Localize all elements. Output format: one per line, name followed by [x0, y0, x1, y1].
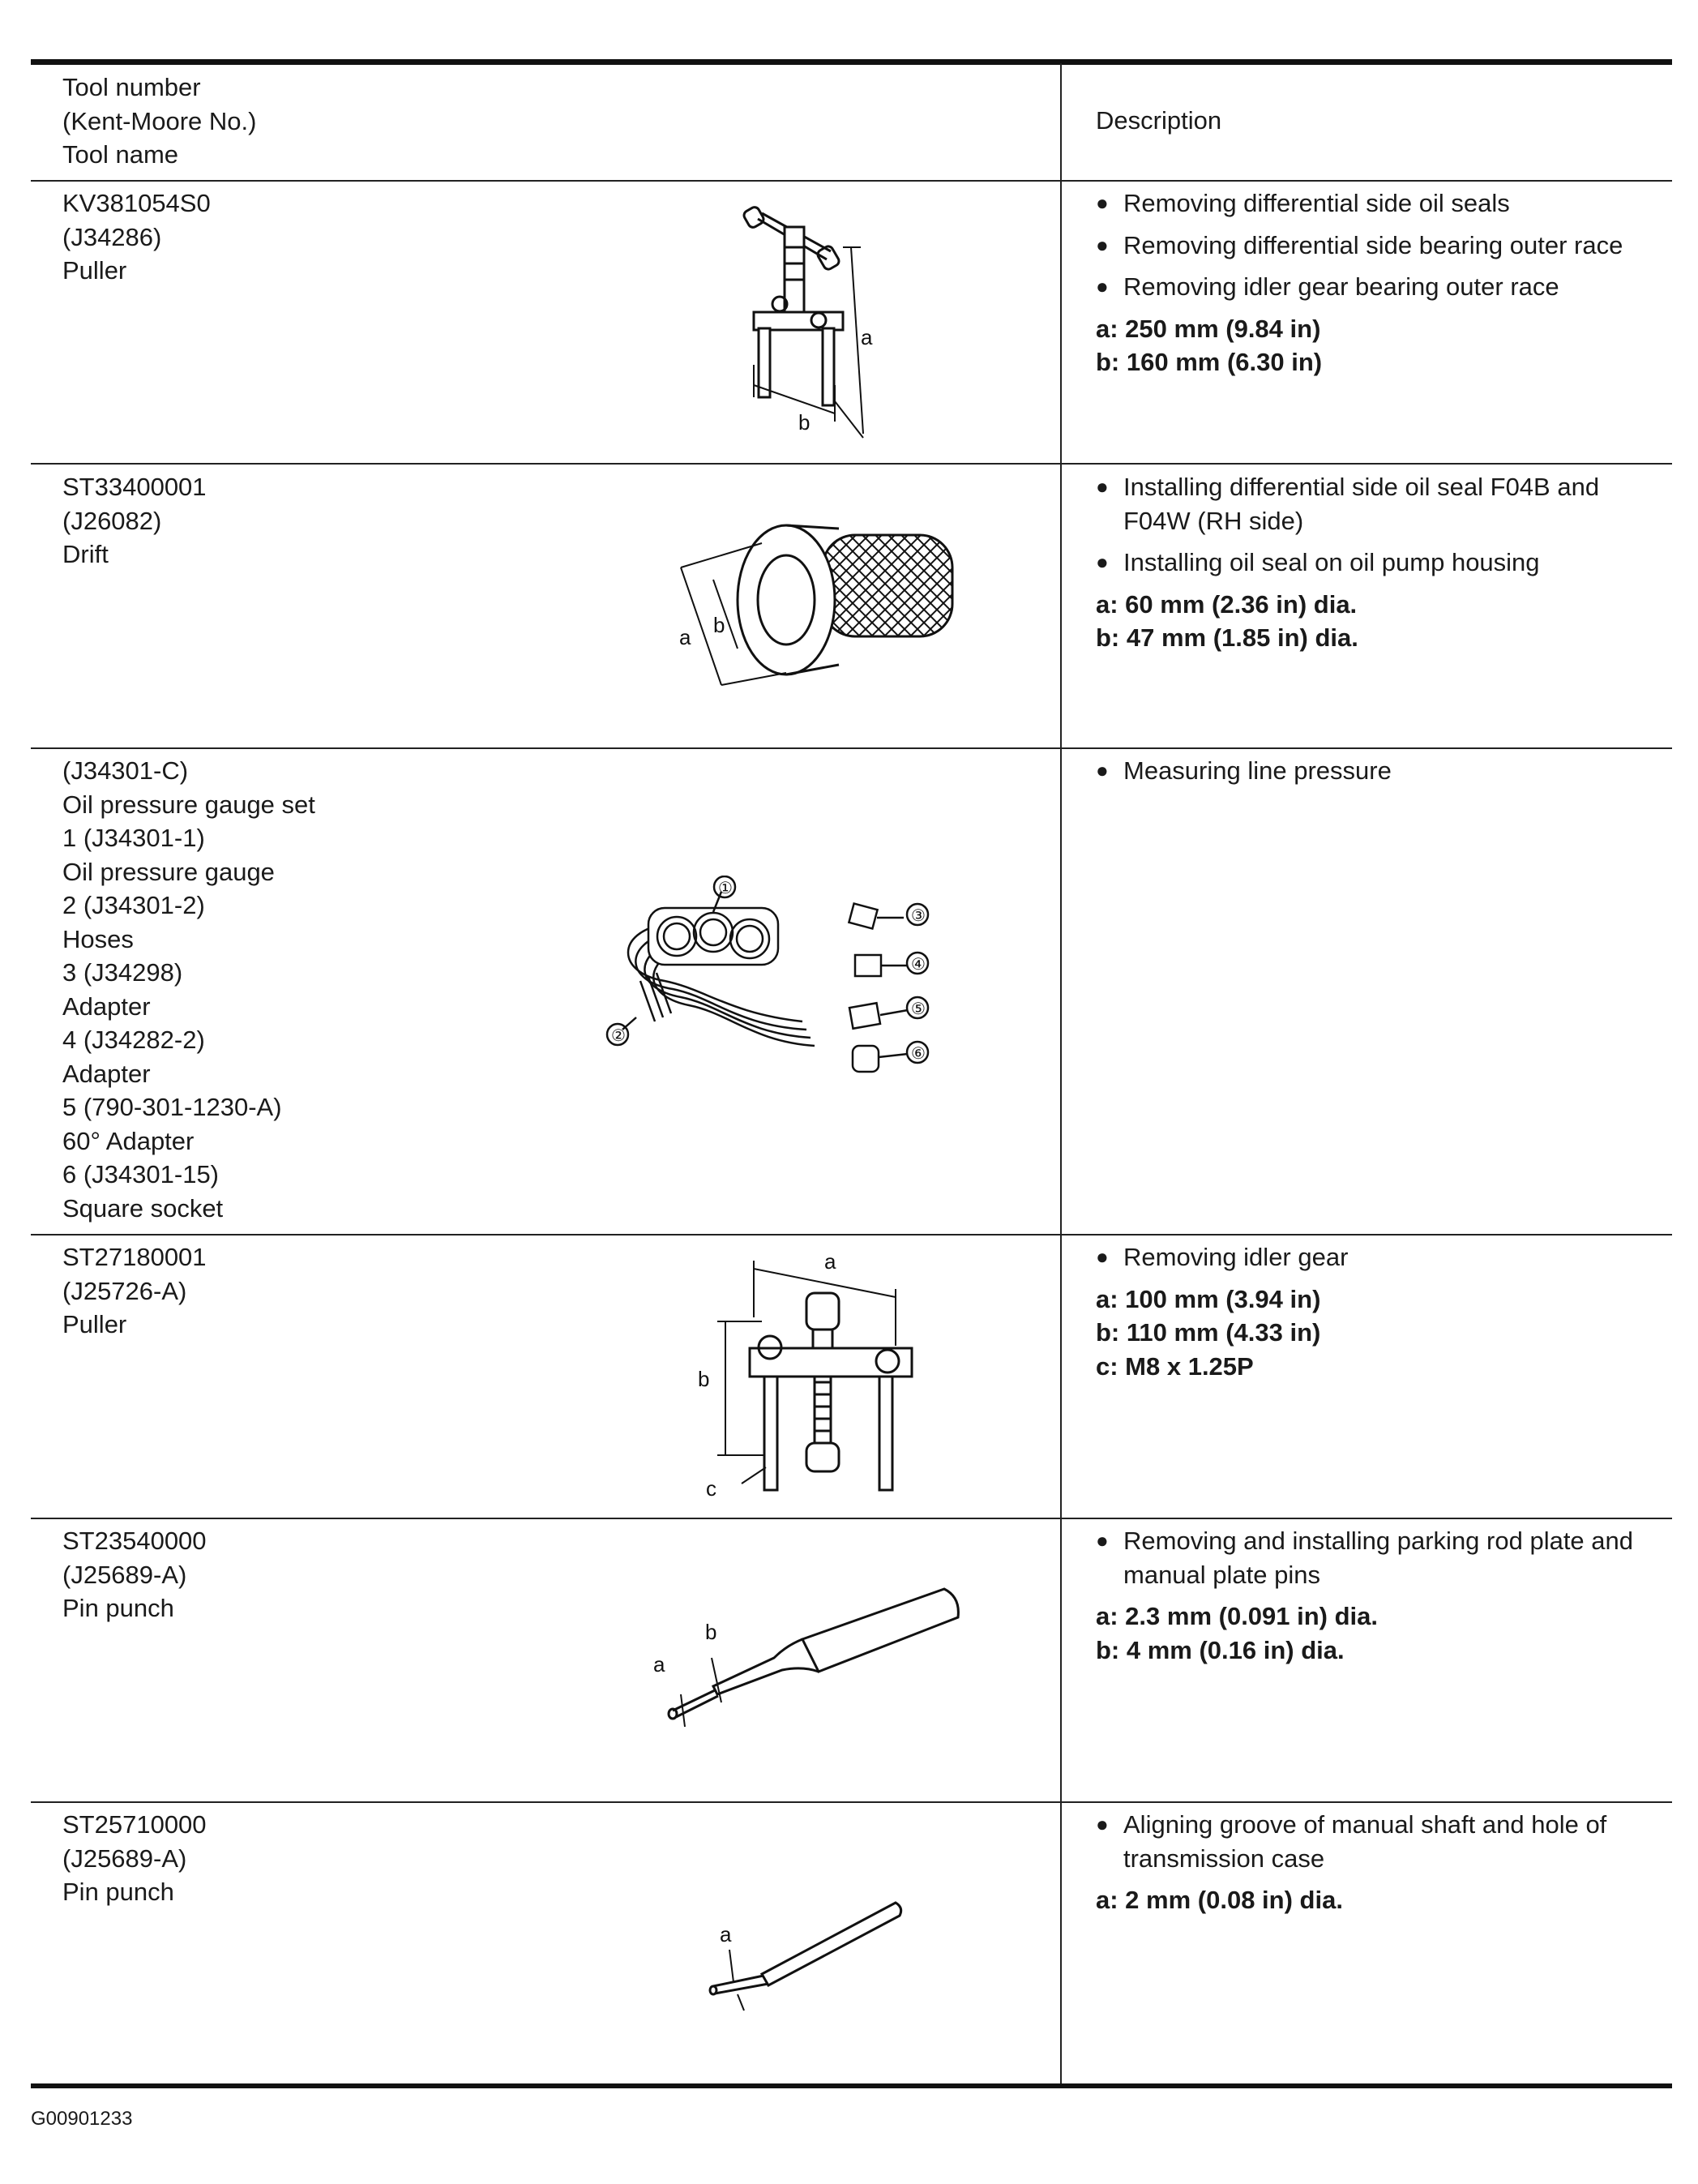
component-name: Hoses — [62, 924, 134, 953]
table-top-rule — [31, 59, 1672, 65]
figure-code: G00901233 — [31, 2108, 133, 2130]
component-name: Square socket — [62, 1193, 224, 1223]
puller-illustration — [729, 199, 892, 450]
bullet-icon: ● — [1096, 1528, 1109, 1552]
kent-moore-number: (J25689-A) — [62, 1560, 187, 1589]
spec-line: a: 60 mm (2.36 in) dia. — [1096, 589, 1358, 619]
header-line: Tool name — [62, 140, 179, 169]
row-divider — [31, 747, 1672, 749]
bullet-text: Removing and installing parking rod plate and manual plate pins — [1123, 1527, 1634, 1589]
callout-2: ② — [611, 1027, 626, 1045]
oil-pressure-gauge-set-illustration — [600, 876, 973, 1090]
label-b: b — [698, 1367, 710, 1391]
spec-line: b: 47 mm (1.85 in) dia. — [1096, 623, 1358, 652]
header-line: (Kent-Moore No.) — [62, 106, 257, 135]
tool-name: Drift — [62, 540, 109, 568]
bullet-text: Removing differential side oil seals — [1123, 189, 1510, 217]
callout-6: ⑥ — [911, 1045, 926, 1063]
column-divider — [1060, 63, 1062, 2085]
tool-number: (J34301-C) — [62, 756, 189, 785]
bullet-icon: ● — [1096, 758, 1109, 782]
row-5-description — [1096, 1524, 1647, 1667]
header-description: Description — [1096, 106, 1222, 135]
bullet-icon: ● — [1096, 1244, 1109, 1269]
header-tool-column — [62, 71, 256, 172]
bullet-item — [1096, 1808, 1647, 1875]
row-4-description — [1096, 1240, 1647, 1383]
spec-line: a: 100 mm (3.94 in) — [1096, 1284, 1321, 1313]
tool-name: Puller — [62, 256, 127, 285]
label-a: a — [824, 1253, 836, 1274]
bullet-item — [1096, 229, 1647, 263]
tool-number: ST25710000 — [62, 1810, 207, 1839]
label-c: c — [706, 1476, 716, 1501]
tool-name: Puller — [62, 1310, 127, 1338]
component-number: 3 (J34298) — [62, 958, 183, 987]
component-number: 5 (790-301-1230-A) — [62, 1093, 282, 1121]
kent-moore-number: (J25726-A) — [62, 1276, 187, 1305]
spec-line: b: 4 mm (0.16 in) dia. — [1096, 1635, 1345, 1664]
idler-gear-puller-illustration — [693, 1253, 920, 1516]
row-3-tool — [62, 754, 315, 1225]
kent-moore-number: (J34286) — [62, 222, 162, 251]
bullet-item — [1096, 186, 1647, 221]
callout-4: ④ — [911, 956, 926, 974]
component-number: 2 (J34301-2) — [62, 891, 205, 919]
bullet-icon: ● — [1096, 550, 1109, 574]
label-b: b — [705, 1620, 717, 1644]
row-1-tool — [62, 186, 211, 288]
bullet-item — [1096, 470, 1647, 537]
row-2-tool — [62, 470, 207, 572]
pin-punch-illustration — [697, 1893, 908, 2019]
tool-name: Oil pressure gauge set — [62, 790, 315, 819]
bullet-item — [1096, 1524, 1647, 1591]
label-a: a — [861, 325, 873, 349]
row-4-tool — [62, 1240, 207, 1342]
component-name: Adapter — [62, 1059, 151, 1088]
callout-5: ⑤ — [911, 1000, 926, 1018]
spec-line: c: M8 x 1.25P — [1096, 1351, 1254, 1381]
component-name: Oil pressure gauge — [62, 857, 275, 886]
row-divider — [31, 463, 1672, 465]
tool-number: ST33400001 — [62, 473, 207, 501]
table-bottom-rule — [31, 2083, 1672, 2088]
tool-number: ST27180001 — [62, 1243, 207, 1271]
row-2-description — [1096, 470, 1647, 655]
label-a: a — [720, 1922, 732, 1946]
label-b: b — [713, 613, 725, 637]
kent-moore-number: (J25689-A) — [62, 1844, 187, 1873]
spec-line: a: 2.3 mm (0.091 in) dia. — [1096, 1602, 1379, 1630]
component-name: Adapter — [62, 991, 151, 1021]
row-3-description — [1096, 754, 1647, 796]
bullet-text: Installing oil seal on oil pump housing — [1123, 548, 1540, 576]
bullet-text: Aligning groove of manual shaft and hole of transmission case — [1123, 1810, 1607, 1873]
drift-illustration — [665, 519, 973, 709]
bullet-text: Removing differential side bearing outer race — [1123, 230, 1623, 259]
row-divider — [31, 1518, 1672, 1519]
bullet-item — [1096, 1240, 1647, 1274]
bullet-item — [1096, 754, 1647, 788]
callout-3: ③ — [911, 907, 926, 925]
row-divider — [31, 1234, 1672, 1235]
label-a: a — [653, 1652, 665, 1677]
component-name: 60° Adapter — [62, 1126, 195, 1155]
row-divider — [31, 180, 1672, 182]
spec-line: b: 110 mm (4.33 in) — [1096, 1318, 1321, 1347]
bullet-text: Installing differential side oil seal F04B and F04W (RH side) — [1123, 473, 1600, 535]
bullet-item — [1096, 546, 1647, 580]
spec-line: a: 2 mm (0.08 in) dia. — [1096, 1886, 1343, 1914]
row-5-tool — [62, 1524, 207, 1625]
bullet-icon: ● — [1096, 232, 1109, 257]
bullet-icon: ● — [1096, 1812, 1109, 1836]
bullet-icon: ● — [1096, 474, 1109, 499]
callout-1: ① — [718, 880, 733, 897]
tool-number: ST23540000 — [62, 1527, 207, 1555]
label-a: a — [679, 625, 691, 649]
row-6-tool — [62, 1808, 207, 1909]
tool-number: KV381054S0 — [62, 189, 211, 217]
row-divider — [31, 1801, 1672, 1803]
spec-line: b: 160 mm (6.30 in) — [1096, 348, 1323, 376]
component-number: 6 (J34301-15) — [62, 1160, 220, 1188]
tool-name: Pin punch — [62, 1594, 174, 1622]
label-b: b — [798, 410, 811, 435]
bullet-item — [1096, 270, 1647, 304]
bullet-text: Measuring line pressure — [1123, 756, 1392, 785]
bullet-icon: ● — [1096, 274, 1109, 298]
row-6-description — [1096, 1808, 1647, 1917]
bullet-text: Removing idler gear bearing outer race — [1123, 272, 1559, 301]
kent-moore-number: (J26082) — [62, 506, 162, 535]
bullet-icon: ● — [1096, 191, 1109, 215]
component-number: 1 (J34301-1) — [62, 824, 205, 852]
bullet-text: Removing idler gear — [1123, 1243, 1349, 1271]
pin-punch-illustration — [640, 1581, 973, 1739]
row-1-description — [1096, 186, 1647, 379]
spec-line: a: 250 mm (9.84 in) — [1096, 314, 1321, 343]
tool-name: Pin punch — [62, 1878, 174, 1906]
component-number: 4 (J34282-2) — [62, 1026, 205, 1054]
header-line: Tool number — [62, 73, 201, 101]
